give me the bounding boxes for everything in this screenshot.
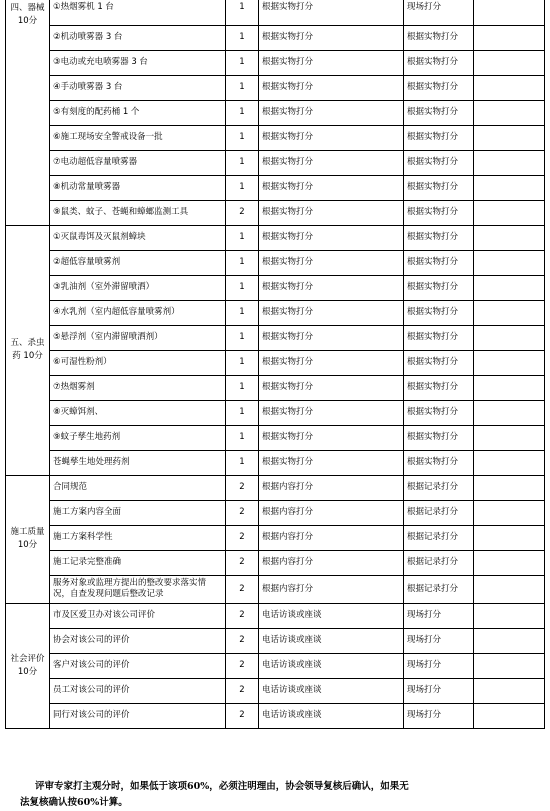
method-cell: 根据实物打分 (259, 450, 404, 475)
table-row (6, 500, 545, 525)
note-cell: 根据记录打分 (404, 500, 474, 525)
score-cell: 1 (226, 375, 259, 400)
note-cell: 现场打分 (404, 703, 474, 728)
item-cell: 施工方案内容全面 (50, 500, 226, 525)
note-cell: 根据记录打分 (404, 525, 474, 550)
footer-note (20, 779, 540, 811)
blank-cell (474, 678, 545, 703)
note-cell: 根据实物打分 (404, 325, 474, 350)
method-cell: 根据实物打分 (259, 200, 404, 225)
blank-cell (474, 275, 545, 300)
table-row (6, 628, 545, 653)
score-cell: 1 (226, 275, 259, 300)
scoring-table (5, 0, 545, 729)
score-cell: 2 (226, 703, 259, 728)
score-cell: 2 (226, 628, 259, 653)
score-cell: 1 (226, 450, 259, 475)
method-cell: 根据实物打分 (259, 150, 404, 175)
blank-cell (474, 475, 545, 500)
score-cell: 2 (226, 653, 259, 678)
method-cell: 根据实物打分 (259, 425, 404, 450)
score-cell: 1 (226, 250, 259, 275)
note-cell: 现场打分 (404, 0, 474, 25)
table-row (6, 150, 545, 175)
score-cell: 1 (226, 100, 259, 125)
table-row (6, 350, 545, 375)
item-cell: ③电动或充电喷雾器 3 台 (50, 50, 226, 75)
item-cell: ⑨鼠类、蚊子、苍蝇和蟑螂监测工具 (50, 200, 226, 225)
note-cell: 现场打分 (404, 653, 474, 678)
method-cell: 电话访谈或座谈 (259, 653, 404, 678)
note-cell: 现场打分 (404, 603, 474, 628)
blank-cell (474, 500, 545, 525)
note-cell: 根据记录打分 (404, 575, 474, 603)
blank-cell (474, 125, 545, 150)
score-cell: 1 (226, 150, 259, 175)
table-row (6, 75, 545, 100)
blank-cell (474, 50, 545, 75)
method-cell: 根据实物打分 (259, 375, 404, 400)
note-cell: 现场打分 (404, 628, 474, 653)
table-row (6, 575, 545, 603)
method-cell: 根据实物打分 (259, 175, 404, 200)
score-cell: 2 (226, 525, 259, 550)
table-row (6, 225, 545, 250)
item-cell: ⑥施工现场安全警戒设备一批 (50, 125, 226, 150)
item-cell: ②超低容量喷雾剂 (50, 250, 226, 275)
note-cell: 根据记录打分 (404, 475, 474, 500)
table-row (6, 275, 545, 300)
note-cell: 根据实物打分 (404, 300, 474, 325)
note-cell: 根据实物打分 (404, 75, 474, 100)
blank-cell (474, 525, 545, 550)
item-cell: ⑦热烟雾剂 (50, 375, 226, 400)
note-cell: 根据实物打分 (404, 100, 474, 125)
score-cell: 2 (226, 678, 259, 703)
note-cell: 根据实物打分 (404, 25, 474, 50)
blank-cell (474, 225, 545, 250)
note-cell: 根据实物打分 (404, 375, 474, 400)
blank-cell (474, 25, 545, 50)
note-cell: 根据实物打分 (404, 350, 474, 375)
item-cell: 施工记录完整准确 (50, 550, 226, 575)
score-cell: 2 (226, 200, 259, 225)
score-cell: 2 (226, 500, 259, 525)
table-row (6, 50, 545, 75)
table-row (6, 325, 545, 350)
method-cell: 根据实物打分 (259, 250, 404, 275)
method-cell: 电话访谈或座谈 (259, 703, 404, 728)
item-cell: 苍蝇孳生地处理药剂 (50, 450, 226, 475)
item-cell: ①灭鼠毒饵及灭鼠剂蟑块 (50, 225, 226, 250)
method-cell: 根据实物打分 (259, 225, 404, 250)
method-cell: 根据实物打分 (259, 0, 404, 25)
table-row (6, 550, 545, 575)
blank-cell (474, 550, 545, 575)
blank-cell (474, 250, 545, 275)
score-cell: 1 (226, 75, 259, 100)
item-cell: ②机动喷雾器 3 台 (50, 25, 226, 50)
method-cell: 根据实物打分 (259, 75, 404, 100)
blank-cell (474, 450, 545, 475)
item-cell: ⑤悬浮剂（室内滞留喷洒剂） (50, 325, 226, 350)
item-cell: ⑨蚊子孳生地药剂 (50, 425, 226, 450)
footer-line-1: 评审专家打主观分时，如果低于该项60%，必须注明理由，协会领导复核后确认，如果无 (35, 781, 409, 792)
table-row (6, 0, 545, 25)
blank-cell (474, 603, 545, 628)
score-cell: 1 (226, 300, 259, 325)
blank-cell (474, 175, 545, 200)
item-cell: ⑧灭蟑饵剂、 (50, 400, 226, 425)
item-cell: ⑥可湿性粉剂） (50, 350, 226, 375)
scoring-table-body (6, 0, 545, 728)
note-cell: 根据实物打分 (404, 225, 474, 250)
blank-cell (474, 300, 545, 325)
score-cell: 1 (226, 125, 259, 150)
category-cell: 五、杀虫药 10分 (6, 225, 50, 475)
blank-cell (474, 628, 545, 653)
method-cell: 电话访谈或座谈 (259, 603, 404, 628)
blank-cell (474, 425, 545, 450)
blank-cell (474, 703, 545, 728)
category-cell: 施工质量 10分 (6, 475, 50, 603)
note-cell: 根据记录打分 (404, 550, 474, 575)
note-cell: 现场打分 (404, 678, 474, 703)
item-cell: ③乳油剂（室外滞留喷洒） (50, 275, 226, 300)
blank-cell (474, 350, 545, 375)
method-cell: 根据内容打分 (259, 475, 404, 500)
score-cell: 1 (226, 350, 259, 375)
blank-cell (474, 375, 545, 400)
note-cell: 根据实物打分 (404, 275, 474, 300)
method-cell: 根据内容打分 (259, 550, 404, 575)
blank-cell (474, 575, 545, 603)
table-row (6, 100, 545, 125)
item-cell: 合同规范 (50, 475, 226, 500)
item-cell: ⑧机动常量喷雾器 (50, 175, 226, 200)
blank-cell (474, 200, 545, 225)
item-cell: 协会对该公司的评价 (50, 628, 226, 653)
note-cell: 根据实物打分 (404, 450, 474, 475)
table-row (6, 603, 545, 628)
item-cell: 客户对该公司的评价 (50, 653, 226, 678)
category-cell: 四、器械 10分 (6, 0, 50, 225)
note-cell: 根据实物打分 (404, 50, 474, 75)
item-cell: ④手动喷雾器 3 台 (50, 75, 226, 100)
score-cell: 1 (226, 425, 259, 450)
method-cell: 根据实物打分 (259, 25, 404, 50)
category-cell: 社会评价 10分 (6, 603, 50, 728)
note-cell: 根据实物打分 (404, 400, 474, 425)
score-cell: 2 (226, 575, 259, 603)
table-row (6, 125, 545, 150)
item-cell: ①热烟雾机 1 台 (50, 0, 226, 25)
score-cell: 1 (226, 0, 259, 25)
blank-cell (474, 0, 545, 25)
blank-cell (474, 400, 545, 425)
note-cell: 根据实物打分 (404, 425, 474, 450)
score-cell: 1 (226, 225, 259, 250)
method-cell: 根据实物打分 (259, 300, 404, 325)
item-cell: 市及区爱卫办对该公司评价 (50, 603, 226, 628)
table-row (6, 703, 545, 728)
blank-cell (474, 653, 545, 678)
table-row (6, 678, 545, 703)
item-cell: ⑤有刻度的配药桶 1 个 (50, 100, 226, 125)
item-cell: 服务对象或监理方提出的整改要求落实情况，自查发现问题后整改记录 (50, 575, 226, 603)
score-cell: 2 (226, 550, 259, 575)
method-cell: 根据内容打分 (259, 500, 404, 525)
blank-cell (474, 75, 545, 100)
table-row (6, 425, 545, 450)
method-cell: 根据实物打分 (259, 50, 404, 75)
table-row (6, 25, 545, 50)
blank-cell (474, 150, 545, 175)
method-cell: 根据实物打分 (259, 400, 404, 425)
score-cell: 1 (226, 400, 259, 425)
score-cell: 1 (226, 50, 259, 75)
score-cell: 1 (226, 175, 259, 200)
table-row (6, 250, 545, 275)
method-cell: 根据实物打分 (259, 350, 404, 375)
table-row (6, 300, 545, 325)
item-cell: ⑦电动超低容量喷雾器 (50, 150, 226, 175)
table-row (6, 400, 545, 425)
note-cell: 根据实物打分 (404, 125, 474, 150)
item-cell: 员工对该公司的评价 (50, 678, 226, 703)
method-cell: 电话访谈或座谈 (259, 628, 404, 653)
note-cell: 根据实物打分 (404, 250, 474, 275)
method-cell: 电话访谈或座谈 (259, 678, 404, 703)
blank-cell (474, 325, 545, 350)
note-cell: 根据实物打分 (404, 175, 474, 200)
method-cell: 根据内容打分 (259, 575, 404, 603)
blank-cell (474, 100, 545, 125)
table-row (6, 375, 545, 400)
table-row (6, 475, 545, 500)
item-cell: 施工方案科学性 (50, 525, 226, 550)
item-cell: ④水乳剂（室内超低容量喷雾剂） (50, 300, 226, 325)
table-row (6, 525, 545, 550)
score-cell: 2 (226, 603, 259, 628)
method-cell: 根据实物打分 (259, 100, 404, 125)
table-row (6, 450, 545, 475)
score-cell: 1 (226, 25, 259, 50)
score-cell: 2 (226, 475, 259, 500)
note-cell: 根据实物打分 (404, 150, 474, 175)
method-cell: 根据实物打分 (259, 125, 404, 150)
table-row (6, 653, 545, 678)
method-cell: 根据实物打分 (259, 325, 404, 350)
footer-line-2: 法复核确认按60%计算。 (20, 797, 128, 808)
table-row (6, 175, 545, 200)
method-cell: 根据内容打分 (259, 525, 404, 550)
note-cell: 根据实物打分 (404, 200, 474, 225)
item-cell: 同行对该公司的评价 (50, 703, 226, 728)
score-cell: 1 (226, 325, 259, 350)
method-cell: 根据实物打分 (259, 275, 404, 300)
table-row (6, 200, 545, 225)
